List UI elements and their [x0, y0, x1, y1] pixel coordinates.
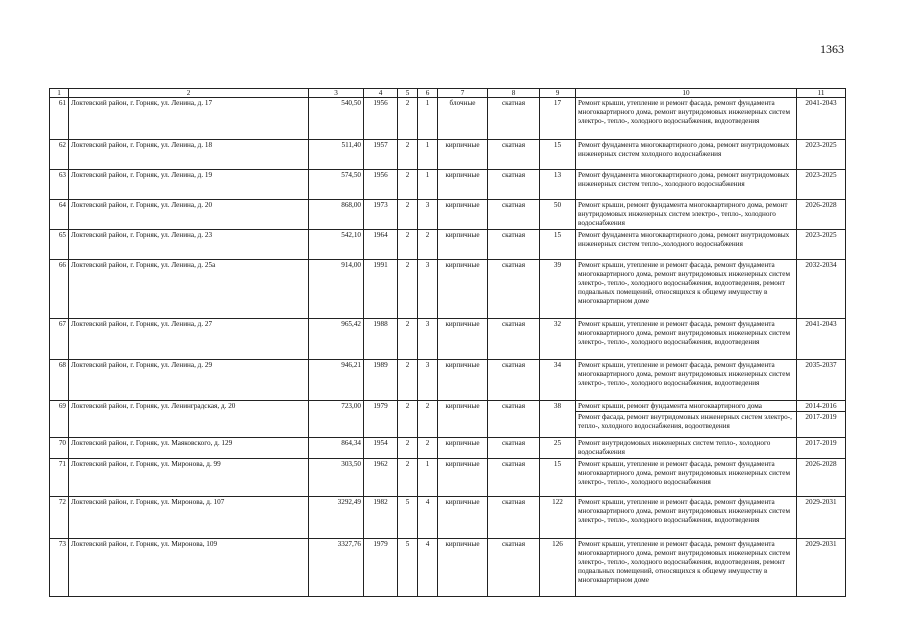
work-period: 2029-2031: [805, 498, 837, 506]
row-works: [576, 230, 797, 260]
work-period: 2017-2019: [797, 411, 845, 423]
column-header: 1: [50, 89, 69, 98]
row-roof-type: скатная: [488, 200, 540, 230]
row-wall-material: кирпичные: [438, 170, 488, 200]
work-description: Ремонт крыши, утепление и ремонт фасада, ремонт фундамента многоквартирного дома, ремонт внутридомовых инженерных систем электро-, тепло-, холодного водоснабжения, водоотведения: [578, 498, 791, 524]
row-address: Локтевский район, г. Горняк, ул. Ленина, д. 17: [69, 98, 309, 140]
row-number: 72: [50, 497, 69, 539]
row-year: 1964: [364, 230, 398, 260]
row-residents: 126: [540, 539, 576, 597]
work-period: 2041-2043: [805, 320, 837, 328]
row-address: Локтевский район, г. Горняк, ул. Ленина, д. 27: [69, 319, 309, 360]
row-address: Локтевский район, г. Горняк, ул. Миронова, 109: [69, 539, 309, 597]
column-header: 6: [418, 89, 438, 98]
row-number: 61: [50, 98, 69, 140]
table-row: [50, 260, 846, 319]
row-address: Локтевский район, г. Горняк, ул. Ленина, д. 23: [69, 230, 309, 260]
work-period: 2026-2028: [805, 201, 837, 209]
row-periods: [797, 140, 846, 170]
table-row: [50, 539, 846, 597]
row-number: 69: [50, 401, 69, 438]
row-periods: [797, 98, 846, 140]
work-period: 2032-2034: [805, 261, 837, 269]
column-header: 3: [309, 89, 364, 98]
row-floors: 2: [398, 319, 418, 360]
row-works: [576, 539, 797, 597]
row-entrances: 2: [418, 401, 438, 438]
row-wall-material: кирпичные: [438, 230, 488, 260]
row-works: [576, 200, 797, 230]
row-area: 914,00: [309, 260, 364, 319]
row-area: 723,00: [309, 401, 364, 438]
table-row: [50, 140, 846, 170]
table-row: [50, 98, 846, 140]
row-roof-type: скатная: [488, 260, 540, 319]
row-address: Локтевский район, г. Горняк, ул. Миронова, д. 107: [69, 497, 309, 539]
row-roof-type: скатная: [488, 497, 540, 539]
row-residents: 15: [540, 459, 576, 497]
table-row: [50, 200, 846, 230]
row-wall-material: кирпичные: [438, 260, 488, 319]
row-periods: [797, 170, 846, 200]
row-entrances: 4: [418, 539, 438, 597]
work-period: 2035-2037: [805, 361, 837, 369]
row-floors: 2: [398, 438, 418, 459]
row-residents: 15: [540, 230, 576, 260]
page-number: 1363: [820, 42, 844, 56]
column-header: 5: [398, 89, 418, 98]
row-entrances: 4: [418, 497, 438, 539]
row-wall-material: кирпичные: [438, 360, 488, 401]
row-area: 868,00: [309, 200, 364, 230]
work-description: Ремонт крыши, ремонт фундамента многоквартирного дома: [578, 402, 762, 410]
work-period: 2041-2043: [805, 99, 837, 107]
row-periods: [797, 438, 846, 459]
row-works: [576, 260, 797, 319]
row-number: 66: [50, 260, 69, 319]
row-address: Локтевский район, г. Горняк, ул. Маяковского, д. 129: [69, 438, 309, 459]
row-year: 1973: [364, 200, 398, 230]
row-entrances: 2: [418, 438, 438, 459]
row-entrances: 1: [418, 140, 438, 170]
work-description: Ремонт фундамента многоквартирного дома, ремонт внутридомовых инженерных систем тепло-,холодного водоснабжения: [578, 231, 790, 248]
row-number: 65: [50, 230, 69, 260]
column-header: 7: [438, 89, 488, 98]
work-period: 2017-2019: [805, 439, 837, 447]
row-number: 63: [50, 170, 69, 200]
row-residents: 15: [540, 140, 576, 170]
row-periods: [797, 200, 846, 230]
row-wall-material: кирпичные: [438, 438, 488, 459]
row-entrances: 3: [418, 319, 438, 360]
work-description: Ремонт фундамента многоквартирного дома, ремонт внутридомовых инженерных систем тепло-, холодного водоснабжения: [578, 171, 790, 188]
row-entrances: 1: [418, 98, 438, 140]
row-works: [576, 170, 797, 200]
row-periods: [797, 230, 846, 260]
row-area: 864,34: [309, 438, 364, 459]
work-description: Ремонт крыши, утепление и ремонт фасада, ремонт фундамента многоквартирного дома, ремонт внутридомовых инженерных систем электро-, тепло-, холодного водоснабжения, водоотведения: [578, 320, 791, 346]
work-description: Ремонт крыши, утепление и ремонт фасада, ремонт фундамента многоквартирного дома, ремонт внутридомовых инженерных систем электро-, тепло-, холодного водоснабжения, водоотведения: [578, 99, 791, 125]
table-row: [50, 230, 846, 260]
work-description: Ремонт крыши, утепление и ремонт фасада, ремонт фундамента многоквартирного дома, ремонт внутридомовых инженерных систем электро-, тепло-, холодного водоснабжения: [578, 460, 791, 486]
row-number: 68: [50, 360, 69, 401]
row-address: Локтевский район, г. Горняк, ул. Ленина, д. 18: [69, 140, 309, 170]
row-residents: 32: [540, 319, 576, 360]
row-roof-type: скатная: [488, 230, 540, 260]
row-periods: [797, 319, 846, 360]
row-residents: 13: [540, 170, 576, 200]
row-entrances: 1: [418, 170, 438, 200]
row-floors: 2: [398, 459, 418, 497]
row-wall-material: кирпичные: [438, 401, 488, 438]
work-period: 2023-2025: [805, 171, 837, 179]
row-periods: [797, 401, 846, 438]
work-description: Ремонт крыши, ремонт фундамента многоквартирного дома, ремонт внутридомовых инженерных систем электро-, тепло-, холодного водоснабжения: [578, 201, 788, 227]
row-area: 303,50: [309, 459, 364, 497]
row-wall-material: кирпичные: [438, 200, 488, 230]
row-periods: [797, 360, 846, 401]
row-year: 1991: [364, 260, 398, 319]
row-number: 67: [50, 319, 69, 360]
row-number: 64: [50, 200, 69, 230]
work-description: Ремонт фундамента многоквартирного дома, ремонт внутридомовых инженерных систем холодного водоснабжения: [578, 141, 790, 158]
row-works: [576, 459, 797, 497]
row-residents: 34: [540, 360, 576, 401]
row-floors: 2: [398, 230, 418, 260]
work-description: Ремонт фасада, ремонт внутридомовых инженерных систем электро-, тепло-, холодного водоснабжения, водоотведения: [576, 411, 796, 432]
row-year: 1979: [364, 401, 398, 438]
housing-registry-table: [49, 88, 846, 597]
row-address: Локтевский район, г. Горняк, ул. Ленина, д. 29: [69, 360, 309, 401]
work-description: Ремонт крыши, утепление и ремонт фасада, ремонт фундамента многоквартирного дома, ремонт внутридомовых инженерных систем электро-, тепло-, холодного водоснабжения, водоотведения: [578, 361, 791, 387]
row-roof-type: скатная: [488, 360, 540, 401]
work-period: 2023-2025: [805, 141, 837, 149]
row-works: [576, 360, 797, 401]
row-residents: 122: [540, 497, 576, 539]
row-area: 574,50: [309, 170, 364, 200]
row-works: [576, 140, 797, 170]
row-floors: 2: [398, 401, 418, 438]
row-area: 965,42: [309, 319, 364, 360]
row-roof-type: скатная: [488, 319, 540, 360]
work-period: 2029-2031: [805, 540, 837, 548]
table-row: [50, 497, 846, 539]
row-roof-type: скатная: [488, 539, 540, 597]
row-works: [576, 438, 797, 459]
row-area: 511,40: [309, 140, 364, 170]
row-year: 1988: [364, 319, 398, 360]
row-roof-type: скатная: [488, 438, 540, 459]
row-address: Локтевский район, г. Горняк, ул. Миронова, д. 99: [69, 459, 309, 497]
row-roof-type: скатная: [488, 98, 540, 140]
row-address: Локтевский район, г. Горняк, ул. Ленина, д. 19: [69, 170, 309, 200]
row-wall-material: кирпичные: [438, 459, 488, 497]
row-works: [576, 497, 797, 539]
row-floors: 2: [398, 170, 418, 200]
table-row: [50, 360, 846, 401]
work-period: 2026-2028: [805, 460, 837, 468]
table-row: [50, 459, 846, 497]
row-floors: 2: [398, 98, 418, 140]
row-year: 1979: [364, 539, 398, 597]
row-number: 62: [50, 140, 69, 170]
row-floors: 5: [398, 539, 418, 597]
work-description: Ремонт внутридомовых инженерных систем тепло-, холодного водоснабжения: [578, 439, 771, 456]
column-number-row: [50, 89, 846, 98]
row-wall-material: кирпичные: [438, 140, 488, 170]
row-residents: 38: [540, 401, 576, 438]
row-wall-material: кирпичные: [438, 497, 488, 539]
row-year: 1954: [364, 438, 398, 459]
row-wall-material: блочные: [438, 98, 488, 140]
row-works: [576, 401, 797, 438]
row-roof-type: скатная: [488, 459, 540, 497]
row-residents: 39: [540, 260, 576, 319]
column-header: 2: [69, 89, 309, 98]
work-period: 2023-2025: [805, 231, 837, 239]
row-residents: 25: [540, 438, 576, 459]
column-header: 11: [797, 89, 846, 98]
table-row: [50, 401, 846, 438]
work-description: Ремонт крыши, утепление и ремонт фасада, ремонт фундамента многоквартирного дома, ремонт внутридомовых инженерных систем электро-, тепло-, холодного водоснабжения, водоотведения, ремонт подвальных помещений, относящихся к общему имуществу в многоквартирном доме: [578, 261, 791, 305]
row-entrances: 3: [418, 200, 438, 230]
row-periods: [797, 539, 846, 597]
work-period: 2014-2016: [805, 402, 837, 410]
row-periods: [797, 497, 846, 539]
row-number: 73: [50, 539, 69, 597]
row-year: 1957: [364, 140, 398, 170]
column-header: 8: [488, 89, 540, 98]
row-residents: 17: [540, 98, 576, 140]
row-works: [576, 98, 797, 140]
row-area: 542,10: [309, 230, 364, 260]
row-roof-type: скатная: [488, 140, 540, 170]
row-wall-material: кирпичные: [438, 319, 488, 360]
table-row: [50, 170, 846, 200]
row-entrances: 3: [418, 260, 438, 319]
row-wall-material: кирпичные: [438, 539, 488, 597]
row-floors: 5: [398, 497, 418, 539]
row-periods: [797, 260, 846, 319]
row-year: 1982: [364, 497, 398, 539]
row-address: Локтевский район, г. Горняк, ул. Ленинградская, д. 20: [69, 401, 309, 438]
row-works: [576, 319, 797, 360]
row-number: 70: [50, 438, 69, 459]
column-header: 4: [364, 89, 398, 98]
row-area: 3292,49: [309, 497, 364, 539]
table-row: [50, 438, 846, 459]
row-periods: [797, 459, 846, 497]
row-year: 1962: [364, 459, 398, 497]
row-residents: 50: [540, 200, 576, 230]
row-area: 540,50: [309, 98, 364, 140]
row-year: 1989: [364, 360, 398, 401]
row-floors: 2: [398, 360, 418, 401]
row-floors: 2: [398, 140, 418, 170]
table-row: [50, 319, 846, 360]
row-address: Локтевский район, г. Горняк, ул. Ленина, д. 25а: [69, 260, 309, 319]
row-year: 1956: [364, 170, 398, 200]
row-floors: 2: [398, 260, 418, 319]
column-header: 9: [540, 89, 576, 98]
row-entrances: 1: [418, 459, 438, 497]
row-entrances: 3: [418, 360, 438, 401]
row-address: Локтевский район, г. Горняк, ул. Ленина, д. 20: [69, 200, 309, 230]
row-year: 1956: [364, 98, 398, 140]
row-area: 946,21: [309, 360, 364, 401]
row-entrances: 2: [418, 230, 438, 260]
row-roof-type: скатная: [488, 170, 540, 200]
row-area: 3327,76: [309, 539, 364, 597]
row-number: 71: [50, 459, 69, 497]
row-floors: 2: [398, 200, 418, 230]
column-header: 10: [576, 89, 797, 98]
work-description: Ремонт крыши, утепление и ремонт фасада, ремонт фундамента многоквартирного дома, ремонт внутридомовых инженерных систем электро-, тепло-, холодного водоснабжения, водоотведения, ремонт подвальных помещений, относящихся к общему имуществу в многоквартирном доме: [578, 540, 791, 584]
row-roof-type: скатная: [488, 401, 540, 438]
